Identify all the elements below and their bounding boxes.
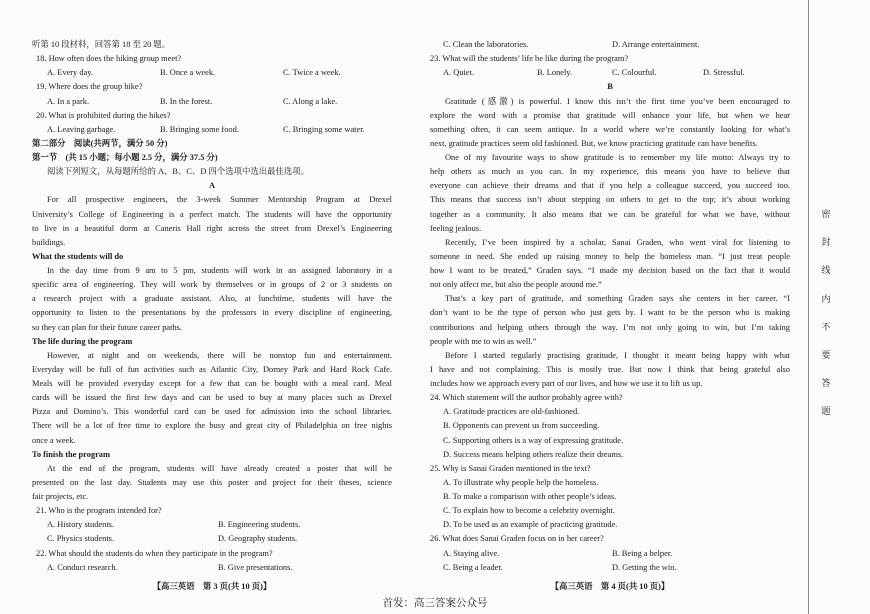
passage-line: something often, it can seem antique. In a world where we’re constantly looking for what’s [430, 124, 790, 134]
left-page-column [32, 38, 392, 575]
passage-line: feeling jealous. [430, 223, 482, 233]
passage-line: a research project with a graduate assistant. Also, at lunchtime, students will have the [32, 294, 392, 304]
passage-line: Gratitude (感激) is powerful. I know this isn’t the first time you’ve been encouraged to [445, 96, 790, 106]
option-24-c: C. Supporting others is a way of expressing gratitude. [443, 435, 624, 445]
option-18-c: C. Twice a week. [283, 68, 341, 78]
question-22-options-cd [430, 38, 790, 52]
passage-line: help others as much as you can. In my experience, this means you have to believe that [430, 167, 790, 177]
margin-char: 内 [821, 294, 831, 305]
option-23-b: B. Lonely. [537, 68, 573, 78]
question-19-options [32, 95, 392, 109]
passage-line: together as a community. It also means that we can be grateful for what we have, without [430, 209, 790, 219]
passage-a-label: A [208, 181, 216, 191]
passage-line: people with me to win as well.” [430, 336, 537, 346]
option-19-c: C. Along a lake. [283, 96, 338, 106]
passage-a-intro [32, 193, 392, 250]
binding-margin-notice [818, 207, 834, 433]
reading-section-title: 第一节 (共 15 小题；每小题 2.5 分，满分 37.5 分) [32, 153, 218, 162]
question-22-options-ab [32, 561, 392, 575]
passage-a-heading-2: The life during the program [32, 336, 133, 346]
option-24-a: A. Gratitude practices are old-fashioned. [443, 407, 580, 417]
margin-char: 密 [821, 210, 831, 220]
passage-a-paragraph-1 [32, 264, 392, 335]
passage-line: In the day time from 9 am to 5 pm, students will work in an assigned laboratory in a [47, 266, 392, 275]
question-24: 24. Which statement will the author probably agree with? [430, 393, 623, 403]
question-21: 21. Who is the program intended for? [36, 506, 162, 516]
option-22-a: A. Conduct research. [47, 562, 118, 572]
option-21-a: A. History students. [47, 520, 114, 530]
margin-char: 线 [821, 266, 831, 277]
passage-b-paragraph-4 [430, 292, 790, 349]
passage-b-paragraph-2 [430, 151, 790, 236]
option-25-c: C. To explain how to become a celebrity overnight. [443, 506, 615, 516]
passage-line: buildings. [32, 237, 66, 247]
option-26-d: D. Getting the win. [612, 562, 677, 572]
passage-line: Pizza and Domino’s. This wonderful card can be used for admission into the school libraries. [32, 407, 392, 417]
passage-line: fair projects, etc. [32, 492, 89, 501]
option-23-a: A. Quiet. [443, 68, 474, 78]
passage-line: so they can plan for their future career paths. [32, 322, 182, 332]
question-22: 22. What should the students do when they participate in the program? [36, 548, 273, 558]
option-21-d: D. Geography students. [218, 534, 298, 544]
question-20: 20. What is prohibited during the hikes? [36, 110, 171, 120]
passage-line: cards will be issued the first few days and can be used to buy at many places such as Drexel [32, 393, 392, 403]
option-25-b: B. To make a comparison with other people’s ideas. [443, 492, 617, 501]
question-23-options [430, 66, 790, 80]
option-26-c: C. Being a leader. [443, 562, 503, 572]
passage-a-heading-1: What the students will do [32, 251, 124, 261]
passage-line: includes how we approach every part of our lives, and how we use it to lift us up. [430, 379, 703, 388]
margin-char: 不 [821, 322, 831, 333]
question-26-options-cd [430, 561, 790, 575]
passage-line: University’s College of Engineering is a perfect match. The students will have the opportunity [32, 209, 392, 219]
source-watermark: 首发：高三答案公众号 [382, 597, 488, 609]
option-19-b: B. In the forest. [160, 96, 213, 106]
passage-line: specific area of engineering. They will work by themselves or in groups of 2 or 3 students on [32, 280, 392, 290]
option-25-a: A. To illustrate why people help the homeless. [443, 477, 599, 487]
passage-line: Before I started regularly practising gratitude, I thought it meant being happy with what [445, 350, 790, 360]
right-page-column [430, 38, 790, 575]
question-18: 18. How often does the hiking group meet? [36, 54, 182, 64]
passage-line: next, gratitude practices seem old fashioned. But, we know practicing gratitude can have benefits. [430, 138, 758, 148]
passage-line: opportunity to listen to the presentations by the professors in every discipline of engineering, [32, 308, 392, 318]
passage-line: not only affect me, but also the people around me.” [430, 280, 602, 290]
margin-char: 题 [821, 407, 831, 418]
option-19-a: A. In a park. [47, 96, 90, 106]
passage-line: Everyday will be full of fun activities such as Atlantic City, Dorney Park and Hard Rock Cafe. [32, 364, 392, 374]
option-22-d: D. Arrange entertainment. [612, 40, 700, 49]
passage-line: However, at night and on weekends, there will be nonstop fun and entertainment. [47, 350, 392, 360]
passage-line: At the end of the program, students will have already created a poster that will be [47, 463, 392, 473]
option-20-c: C. Bringing some water. [283, 124, 365, 134]
page-footer-right: 【高三英语 第 4 页(共 10 页)】 [550, 582, 670, 591]
margin-char: 答 [821, 379, 831, 390]
option-24-d: D. Success means helping others realize their dreams. [443, 449, 624, 459]
option-24-b: B. Opponents can prevent us from succeeding. [443, 421, 600, 431]
option-23-d: D. Stressful. [703, 68, 745, 78]
passage-line: don’t want to be the type of person who just gets by. I want to be the person who is making [430, 308, 790, 318]
option-18-b: B. Once a week. [160, 68, 216, 78]
passage-line: One of my favourite ways to show gratitude is to remember my life motto: Always try to [445, 153, 790, 162]
passage-line: to live in a beautiful dorm at Caneris Hall right across the street from Drexel’s Engineering [32, 223, 392, 233]
passage-line: everyone can achieve their dreams and that if you help a colleague succeed, you succeed too. [430, 181, 790, 191]
passage-line: This means that success isn’t about stepping on others to get to the top; it’s about working [430, 195, 790, 205]
passage-b-paragraph-3 [430, 236, 790, 293]
option-23-c: C. Colourful. [612, 68, 657, 78]
passage-b-label: B [607, 82, 613, 92]
page-footer-left: 【高三英语 第 3 页(共 10 页)】 [152, 582, 272, 591]
option-20-a: A. Leaving garbage. [47, 124, 116, 134]
option-21-c: C. Physics students. [47, 534, 115, 544]
passage-line: someone in need. She ended up raising money to help the homeless man. “I just treat people [430, 251, 790, 261]
margin-char: 封 [821, 238, 831, 249]
passage-line: Recently, I’ve been inspired by a scholar, Sanai Graden, who went viral for listening to [445, 237, 790, 247]
listening-instruction: 听第 10 段材料，回答第 18 至 20 题。 [32, 40, 171, 49]
question-18-options [32, 66, 392, 80]
question-20-options [32, 123, 392, 137]
question-25: 25. Why is Sanai Graden mentioned in the text? [430, 463, 591, 473]
passage-a-paragraph-2 [32, 349, 392, 448]
margin-char: 要 [821, 350, 831, 361]
passage-line: For all prospective engineers, the 3-week Summer Mentorship Program at Drexel [47, 195, 392, 205]
passage-line: once a week. [32, 435, 76, 445]
passage-line: That’s a key part of gratitude, and something Graden says she centers in her career. “I [445, 294, 790, 304]
passage-b-paragraph-5 [430, 349, 790, 391]
passage-line: I have and not complaining. This is mostly true. But now I think that being grateful also [430, 364, 790, 374]
question-26-options-ab [430, 547, 790, 561]
question-19: 19. Where does the group hike? [36, 82, 143, 92]
question-21-options-cd [32, 532, 392, 546]
question-21-options-ab [32, 518, 392, 532]
reading-part-title: 第二部分 阅读(共两节，满分 50 分) [32, 138, 168, 148]
option-20-b: B. Bringing some food. [160, 124, 239, 134]
passage-line: presented on the last day. Students may use this poster and project for their theses, science [32, 477, 392, 487]
binding-line [808, 0, 809, 614]
question-23: 23. What will the students’ life be like during the program? [430, 54, 629, 64]
passage-line: explore the word with a promise that gratitude will enhance your life, but when we hear [430, 110, 790, 120]
option-22-b: B. Give presentations. [218, 562, 293, 572]
reading-instruction: 阅读下列短文，从每题所给的 A、B、C、D 四个选项中选出最佳选项。 [47, 167, 309, 177]
passage-line: how I want to be treated,” Graden says. “I made my decision based on the fact that it would [430, 266, 790, 275]
option-26-b: B. Being a helper. [612, 548, 673, 558]
passage-a-heading-3: To finish the program [32, 449, 110, 459]
passage-b-paragraph-1 [430, 95, 790, 152]
passage-line: There will be a lot of free time to explore the busy and great city of Philadelphia on free nights [32, 421, 392, 431]
option-21-b: B. Engineering students. [218, 520, 301, 530]
option-26-a: A. Staying alive. [443, 548, 500, 558]
option-25-d: D. To be used as an example of practicing gratitude. [443, 520, 618, 530]
passage-line: Meals will be provided everyday except for a few that can be bought with a meal card. Meal [32, 379, 392, 388]
passage-line: contributions and helping others through the way. I’m not only going to win, but I’m taking [430, 322, 790, 332]
option-18-a: A. Every day. [47, 68, 93, 78]
question-26: 26. What does Sanai Graden focus on in her career? [430, 534, 604, 544]
option-22-c: C. Clean the laboratories. [443, 40, 529, 49]
passage-a-paragraph-3 [32, 462, 392, 504]
